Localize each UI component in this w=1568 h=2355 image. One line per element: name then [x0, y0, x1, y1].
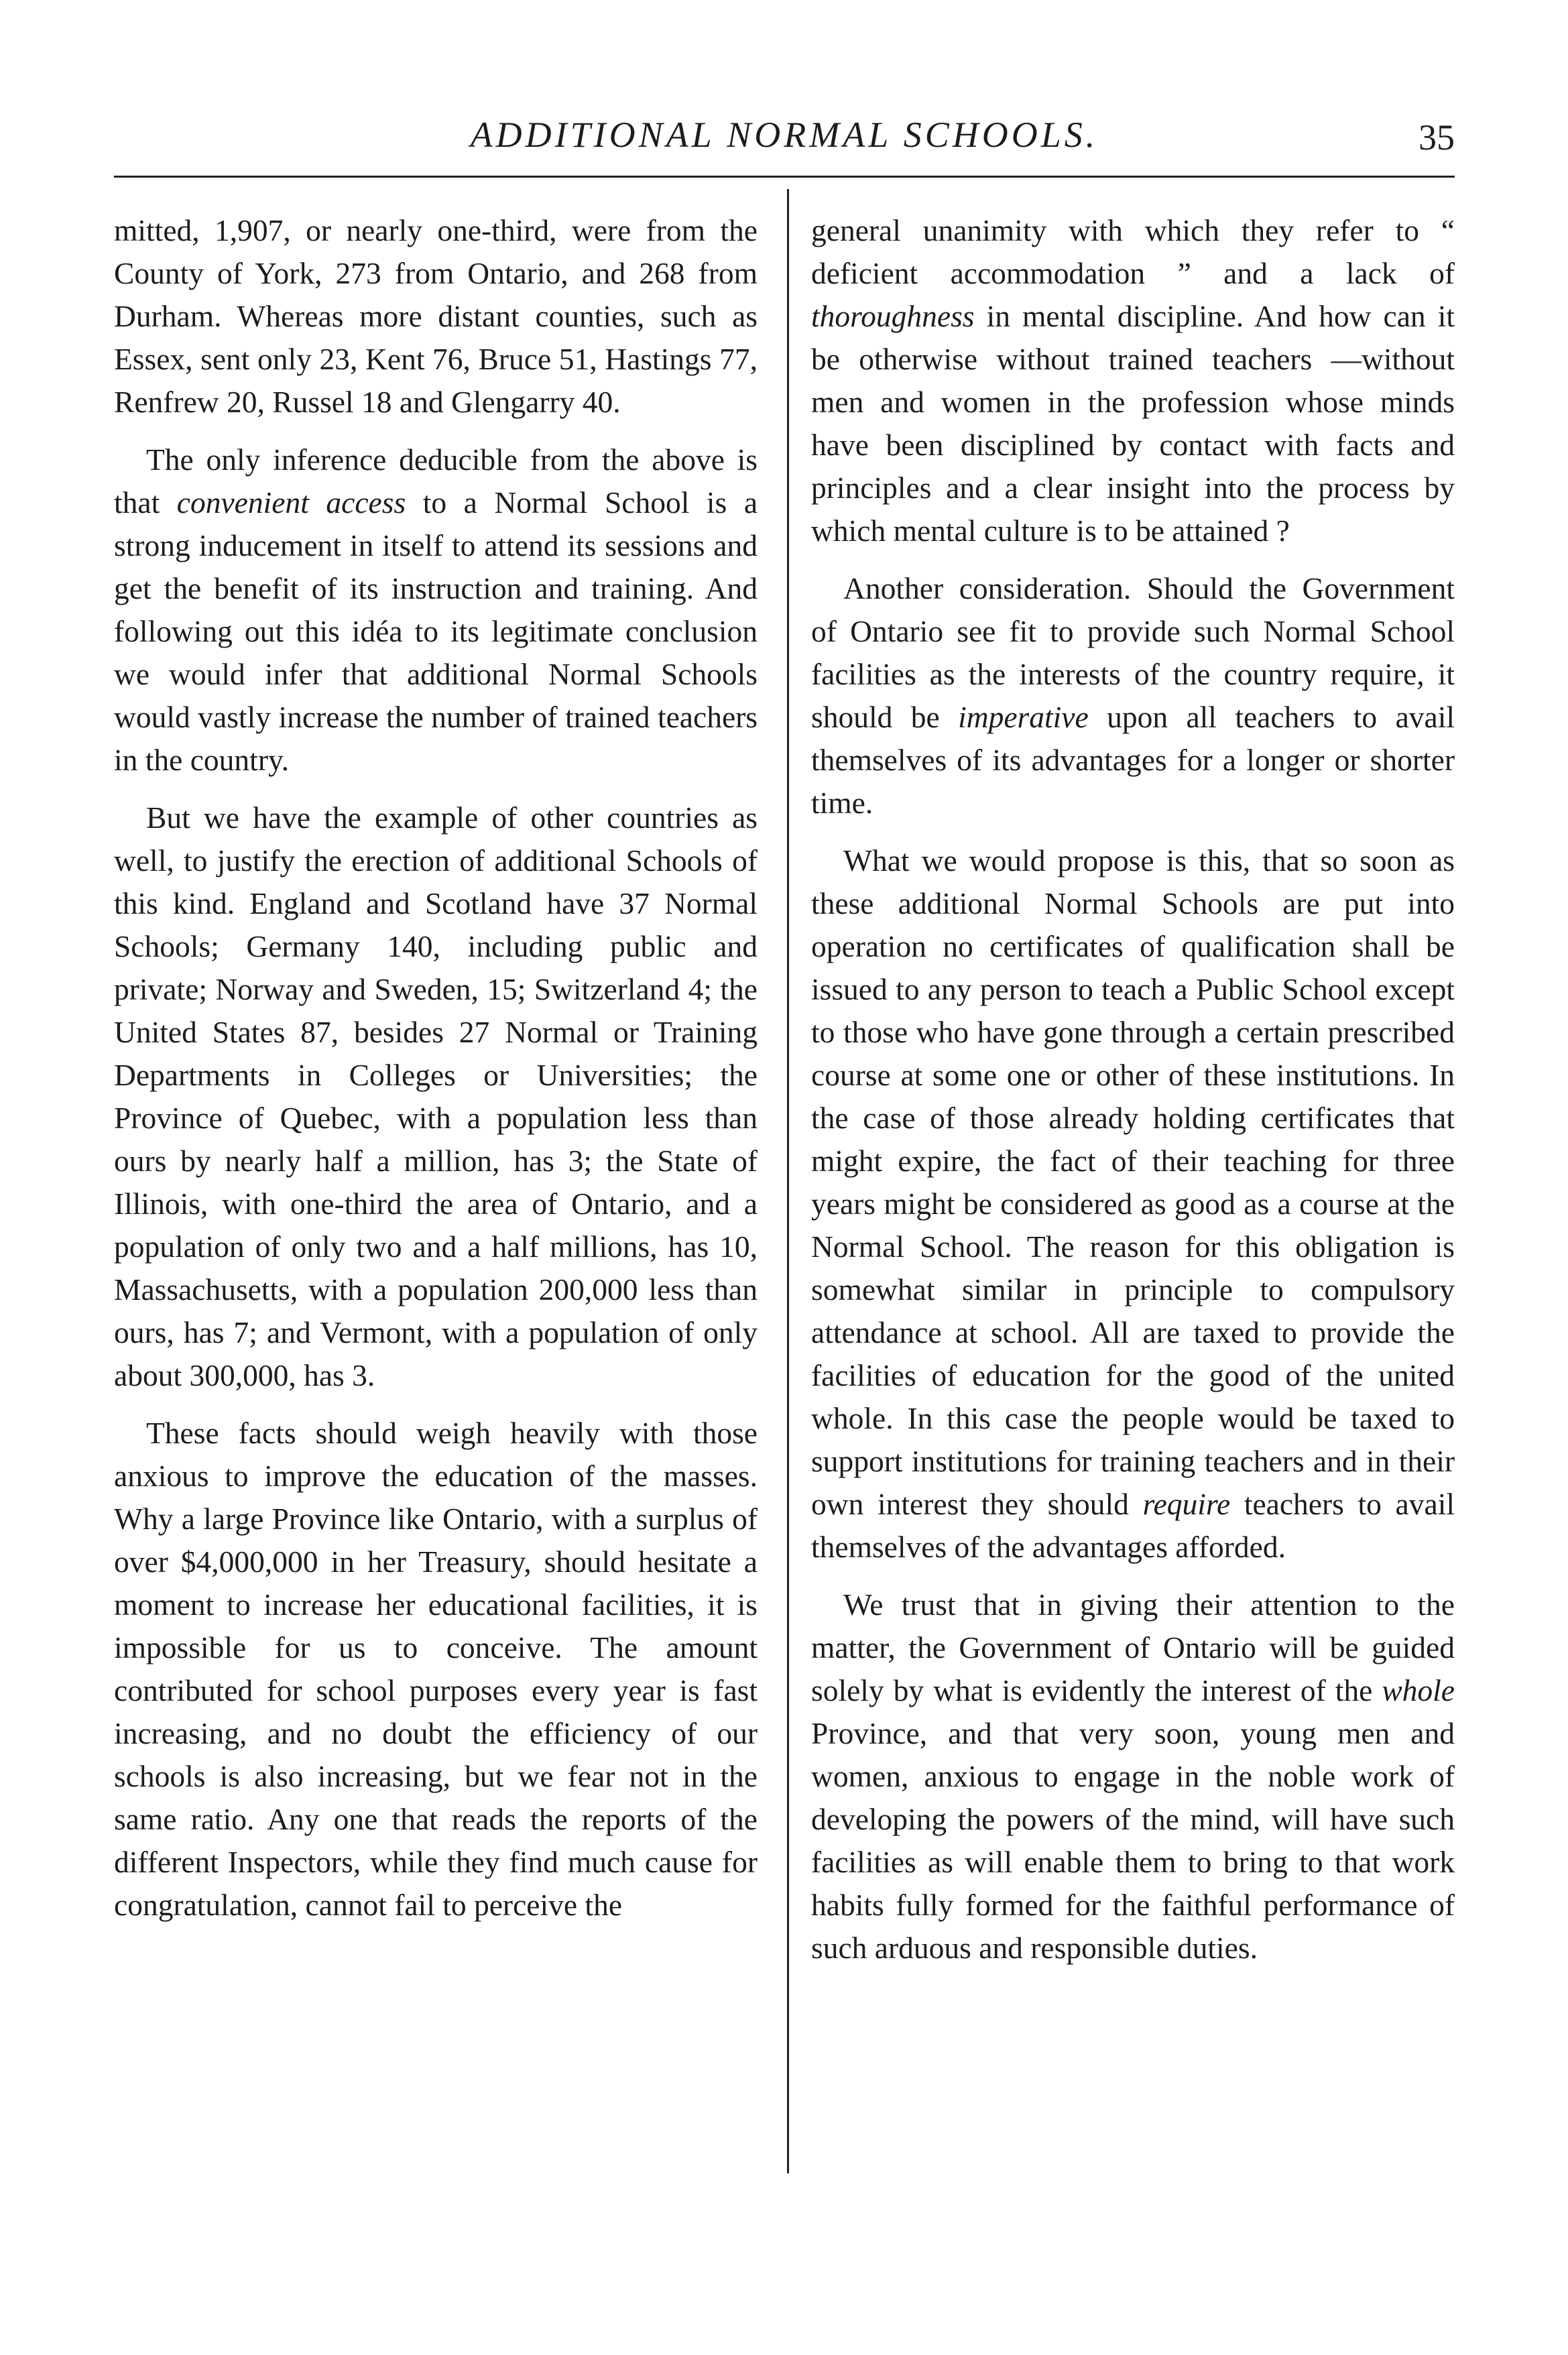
paragraph: [811, 1583, 1455, 1970]
paragraph-text: teachers to avail themselves of the advantages afforded.: [811, 1487, 1455, 1564]
emphasis-text: imperative: [958, 700, 1089, 734]
running-title: ADDITIONAL NORMAL SCHOOLS.: [470, 115, 1099, 155]
emphasis-text: thoroughness: [811, 299, 975, 333]
paragraph-text: But we have the example of other countries as well, to justify the erection of additional Schools of this kind. England and Scotland have 37 Normal Schools; Germany 140, including public and private; Norway and Sweden, 15; Switzerland 4; the United States 87, besides 27 Normal or Training Departments in Colleges or Universities; the Province of Quebec, with a population less than ours by nearly half a million, has 3; the State of Illinois, with one-third the area of Ontario, and a population of only two and a half millions, has 10, Massachusetts, with a population 200,000 less than ours, has 7; and Vermont, with a population of only about 300,000, has 3.: [114, 800, 758, 1392]
paragraph: [811, 209, 1455, 552]
paragraph: [811, 567, 1455, 825]
paragraph-text: We trust that in giving their attention to the matter, the Government of Ontario will be guided solely by what is evidently the interest of the: [811, 1587, 1455, 1707]
paragraph-text: to a Normal School is a strong inducement in itself to attend its sessions and get the benefit of its instruction and training. And following out this idéa to its legitimate conclusion we would infer that additional Normal Schools would vastly increase the number of trained teachers in the country.: [114, 485, 758, 777]
paragraph-text: Province, and that very soon, young men and women, anxious to engage in the noble work of developing the powers of the mind, will have such facilities as will enable them to bring to that work habits fully formed for the faithful performance of such arduous and responsible duties.: [811, 1716, 1455, 1965]
paragraph-text: Another consideration. Should the Government of Ontario see fit to provide such Normal School facilities as the interests of the country require, it should be: [811, 571, 1455, 734]
right-column: [811, 209, 1455, 1984]
paragraph: [114, 438, 758, 782]
page-number: 35: [1419, 117, 1455, 158]
paragraph: [811, 839, 1455, 1569]
paragraph-text: The only inference deducible from the above is that: [114, 442, 758, 520]
paragraph-text: general unanimity with which they refer to “ deficient accommodation ” and a lack of: [811, 213, 1455, 290]
emphasis-text: whole: [1382, 1673, 1455, 1707]
column-divider: [787, 189, 789, 2173]
header-rule: [114, 176, 1455, 178]
paragraph-text: upon all teachers to avail themselves of its advantages for a longer or shorter time.: [811, 700, 1455, 820]
running-head: [114, 107, 1455, 168]
emphasis-text: require: [1142, 1487, 1231, 1521]
paragraph-text: in mental discipline. And how can it be otherwise without trained teachers —without men and women in the profession whose minds have been disciplined by contact with facts and principles and a clear insight into the process by which mental culture is to be attained ?: [811, 299, 1455, 548]
paragraph: [114, 1412, 758, 1927]
emphasis-text: convenient access: [176, 485, 406, 520]
left-column: [114, 209, 758, 1941]
paragraph-text: mitted, 1,907, or nearly one-third, were from the County of York, 273 from Ontario, and 268 from Durham. Whereas more distant counties, such as Essex, sent only 23, Kent 76, Bruce 51, Hastings 77, Renfrew 20, Russel 18 and Glengarry 40.: [114, 213, 758, 419]
paragraph-text: What we would propose is this, that so soon as these additional Normal Schools are put into operation no certificates of qualification shall be issued to any person to teach a Public School except to those who have gone through a certain prescribed course at some one or other of these institutions. In the case of those already holding certificates that might expire, the fact of their teaching for three years might be considered as good as a course at the Normal School. The reason for this obligation is somewhat similar in principle to compulsory attendance at school. All are taxed to provide the facilities of education for the good of the united whole. In this case the people would be taxed to support institutions for training teachers and in their own interest they should: [811, 843, 1455, 1521]
paragraph: [114, 796, 758, 1397]
paragraph: [114, 209, 758, 424]
paragraph-text: These facts should weigh heavily with those anxious to improve the education of the masses. Why a large Province like Ontario, with a surplus of over $4,000,000 in her Treasury, should hesitate a moment to increase her educational facilities, it is impossible for us to conceive. The amount contributed for school purposes every year is fast increasing, and no doubt the efficiency of our schools is also increasing, but we fear not in the same ratio. Any one that reads the reports of the different Inspectors, while they find much cause for congratulation, cannot fail to perceive the: [114, 1416, 758, 1922]
